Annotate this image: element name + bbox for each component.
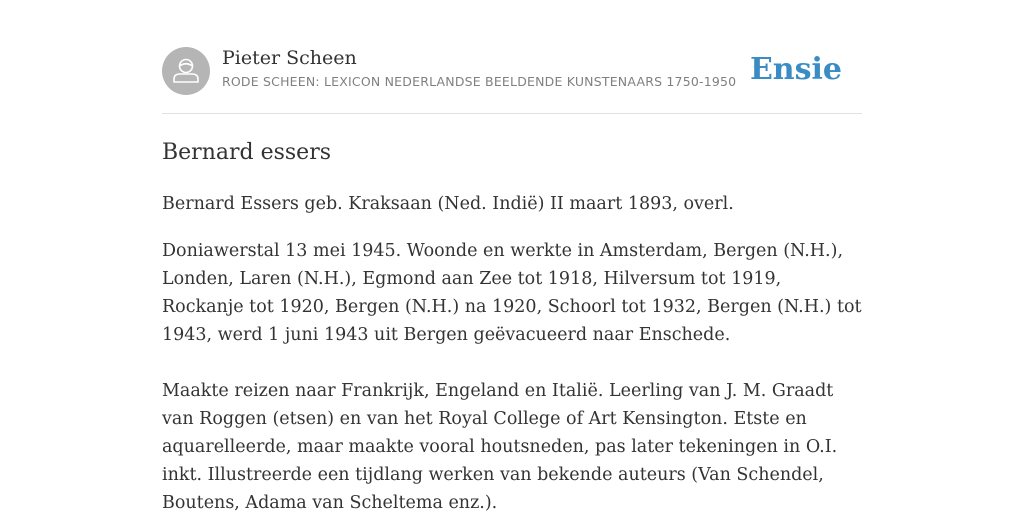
author-name[interactable]: Pieter Scheen xyxy=(222,47,357,69)
article-title: Bernard essers xyxy=(162,140,332,165)
article-header xyxy=(162,0,862,114)
source-title[interactable]: RODE SCHEEN: LEXICON NEDERLANDSE BEELDENDE KUNSTENAARS 1750-1950 xyxy=(222,74,737,89)
article-container xyxy=(162,0,862,512)
article-paragraph-3: Maakte reizen naar Frankrijk, Engeland en Italië. Leerling van J. M. Graadt van Roggen (etsen) en van het Royal College of Art Kensington. Etste en aquarelleerde, maar maakte vooral houtsneden, pas later tekeningen in O.I. inkt. Illustreerde een tijdlang werken van bekende auteurs (Van Schendel, Boutens, Adama van Scheltema enz.). xyxy=(162,381,838,512)
article-paragraph-2: Doniawerstal 13 mei 1945. Woonde en werkte in Amsterdam, Bergen (N.H.), Londen, Laren (N.H.), Egmond aan Zee tot 1918, Hilversum tot 1919, Rockanje tot 1920, Bergen (N.H.) na 1920, Schoorl tot 1932, Bergen (N.H.) tot 1943, werd 1 juni 1943 uit Bergen geëvacueerd naar Enschede. xyxy=(162,241,862,345)
author-avatar[interactable] xyxy=(162,47,210,95)
article-paragraph-1: Bernard Essers geb. Kraksaan (Ned. Indië) II maart 1893, overl. xyxy=(162,194,734,214)
user-icon xyxy=(162,47,210,95)
ensie-logo[interactable]: Ensie xyxy=(749,52,842,87)
